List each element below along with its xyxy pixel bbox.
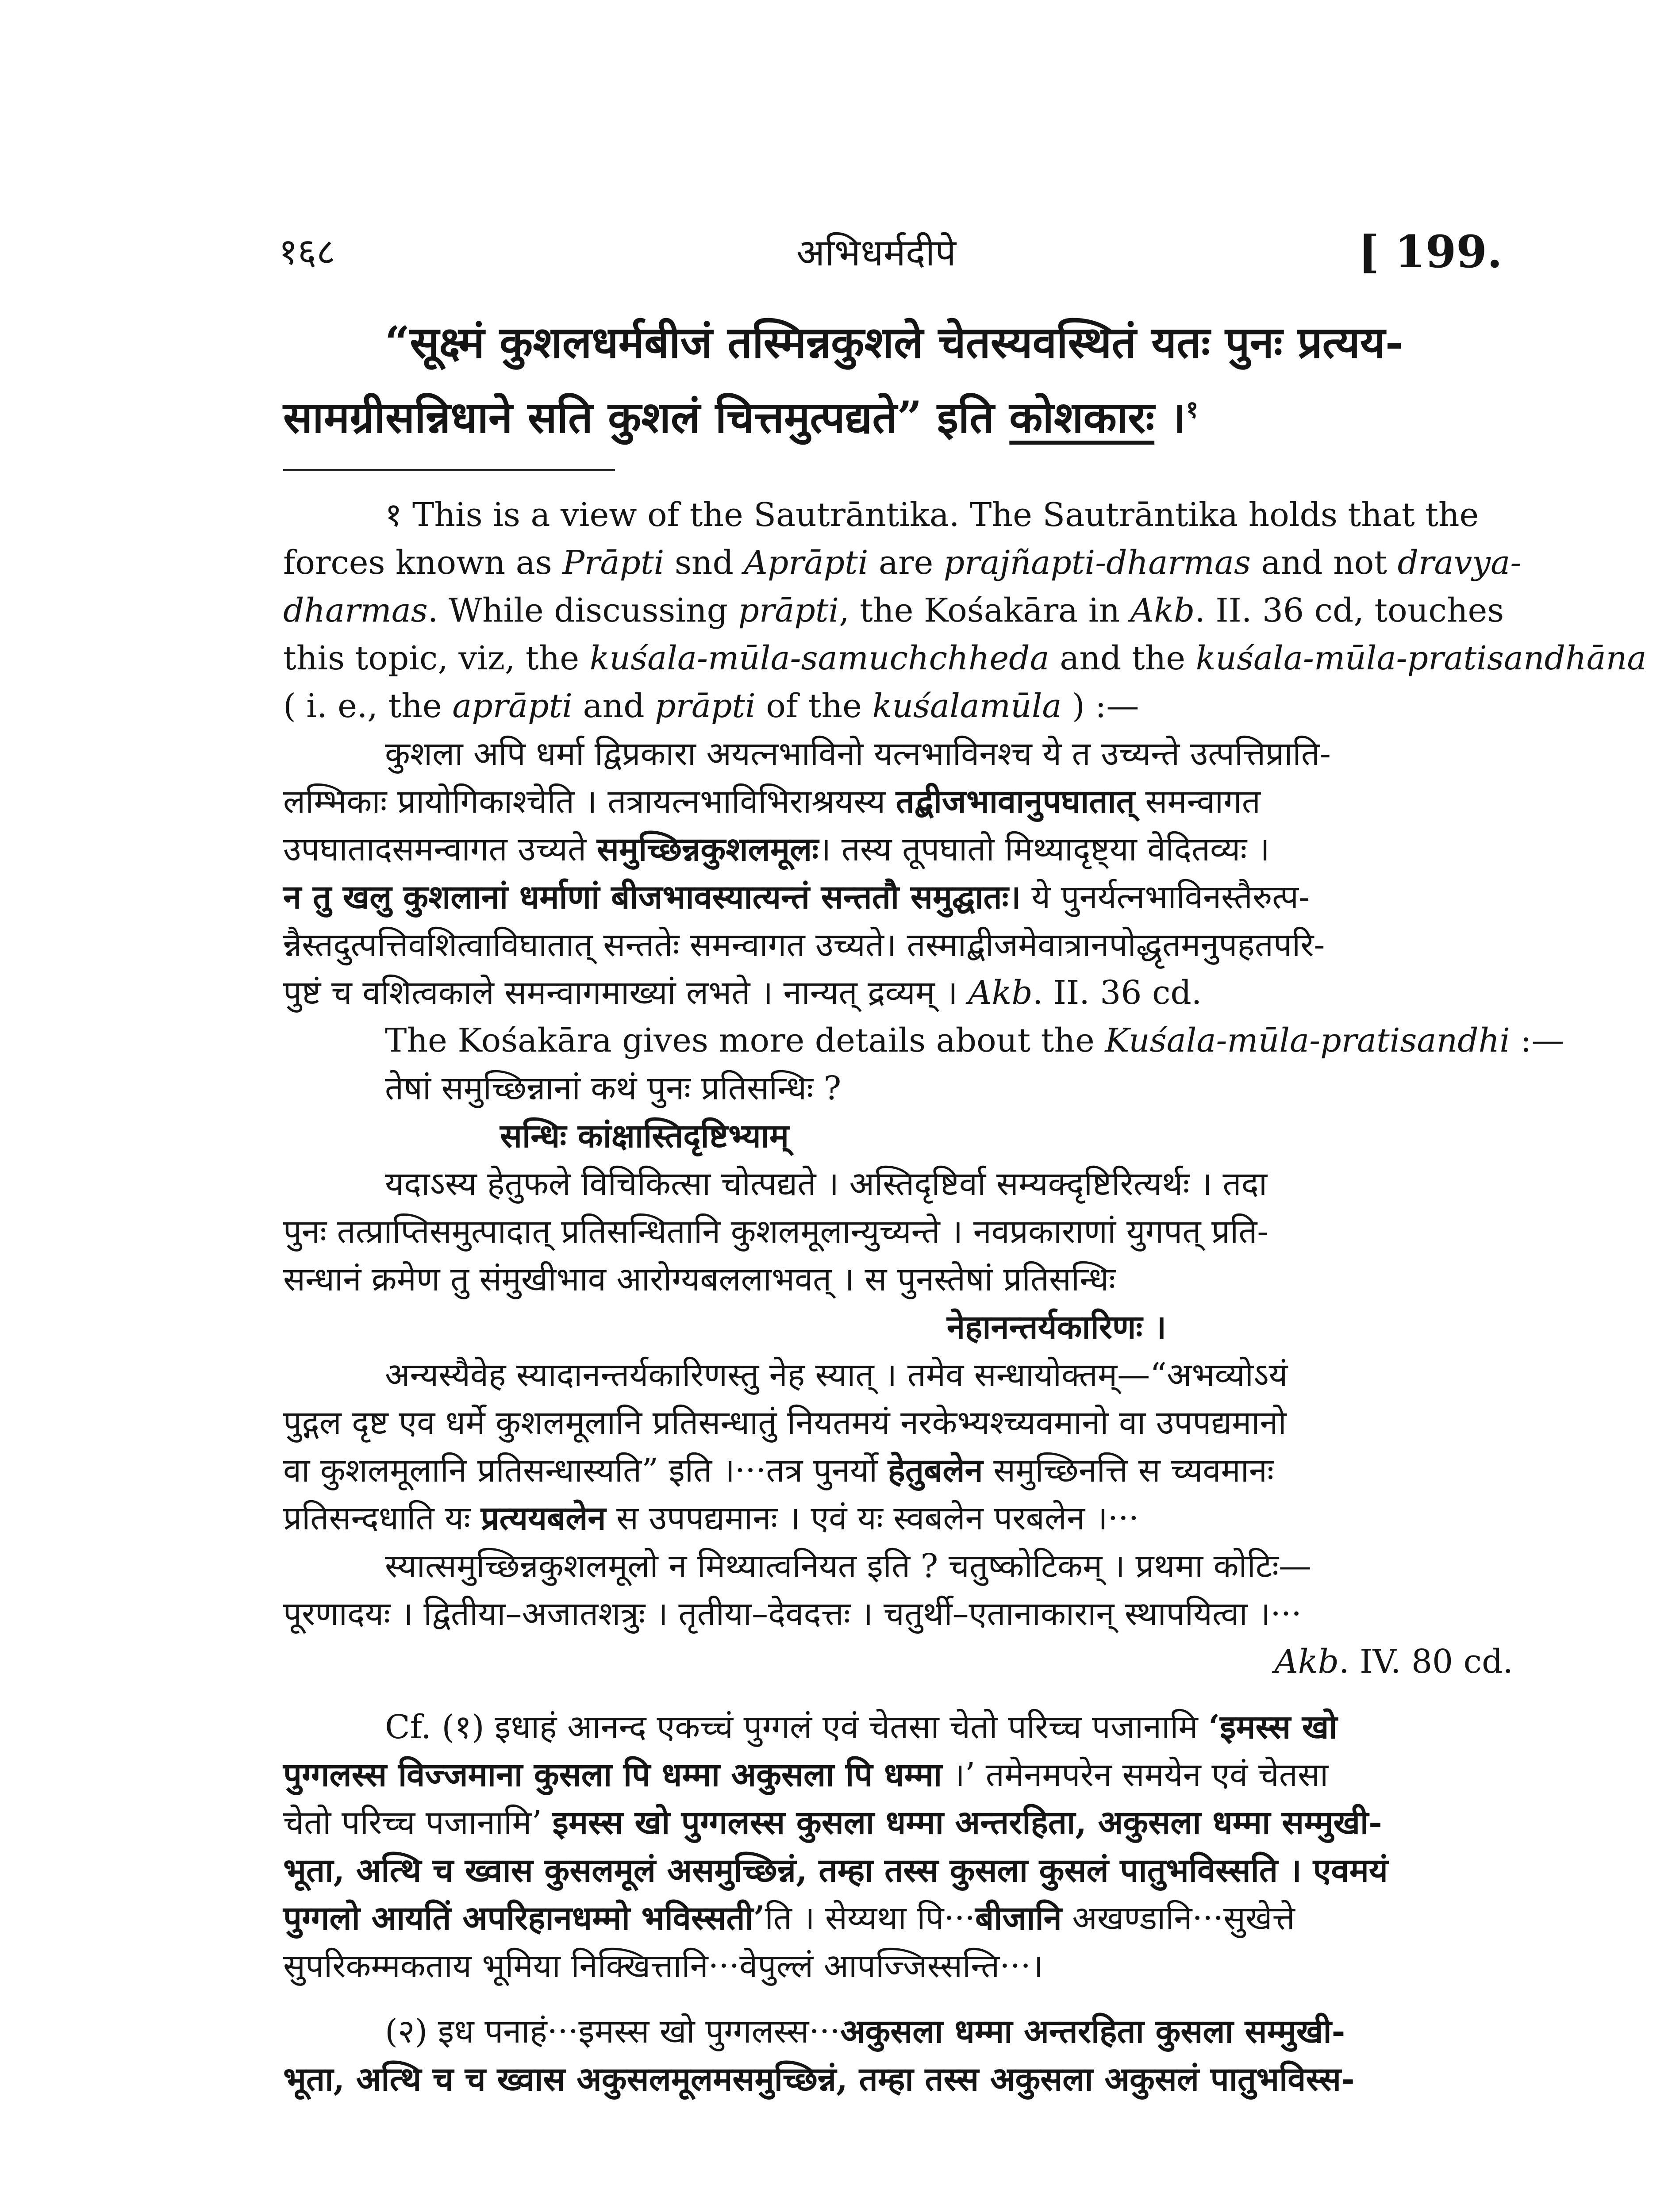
fn-line: यदाऽस्य हेतुफले विचिकित्सा चोत्पद्यते । अस्तिदृष्टिर्वा सम्यक्दृष्टिरित्यर्थः । तदा (385, 1165, 1267, 1203)
fn-line: सुपरिकम्मकताय भूमिया निक्खित्तानि···वेपुल्लं आपज्जिस्सन्ति···। (283, 1947, 1043, 1985)
verse-line-2-text: सामग्रीसन्निधाने सति कुशलं चित्तमुत्पद्यते” इति (283, 392, 1010, 443)
fn-term: Akb (968, 974, 1033, 1012)
fn-text: स उपपद्यमानः । एवं यः स्वबलेन परबलेन ।··· (606, 1499, 1139, 1537)
fn-term: Aprāpti (744, 544, 869, 582)
fn-text: । तस्य तूपघातो मिथ्यादृष्ट्या वेदितव्यः । (819, 830, 1270, 868)
fn-text: ये पुनर्यत्नभाविनस्तैरुत्प- (1021, 878, 1310, 916)
fn-text: (२) इध पनाहं···इमस्स खो पुग्गलस्स··· (385, 2012, 840, 2051)
fn-text: अखण्डानि···सुखेत्ते (1061, 1899, 1295, 1937)
fn-line (283, 778, 1513, 826)
fn-term: prajñapti-dharmas (943, 544, 1251, 582)
fn-term: Kuśala-mūla-pratisandhi (1105, 1022, 1510, 1060)
fn-term: kuśalamūla (872, 687, 1062, 725)
fn-text: and the (1049, 639, 1196, 677)
fn-text: and not (1250, 544, 1398, 582)
fn-line (283, 1447, 1513, 1494)
fn-line: तेषां समुच्छिन्नानां कथं पुनः प्रतिसन्धिः ? (385, 1069, 842, 1107)
fn-line: स्यात्समुच्छिन्नकुशलमूलो न मिथ्यात्वनियत इति ? चतुष्कोटिकम् । प्रथमा कोटिः— (385, 1547, 1312, 1585)
fn-line (283, 873, 1513, 921)
running-title: अभिधर्मदीपे (796, 231, 956, 274)
fn-text: ( i. e., the (283, 687, 453, 725)
footnote-rule (283, 469, 615, 471)
verse-line-1: “सूक्ष्मं कुशलधर्मबीजं तस्मिन्नकुशले चेतस्यवस्थितं यतः पुनः प्रत्यय- (385, 317, 1403, 368)
fn-text: snd (664, 544, 744, 582)
fn-line (283, 682, 1513, 730)
fn-bold: समुच्छिन्नकुशलमूलः (596, 830, 819, 868)
fn-term: prāpti (738, 591, 839, 630)
page-number-devanagari: १६८ (279, 231, 335, 273)
fn-line (283, 1799, 1513, 1847)
footnote (283, 491, 1647, 2103)
fn-line: सन्धानं क्रमेण तु संमुखीभाव आरोग्यबललाभवत् । स पुनस्तेषां प्रतिसन्धिः (283, 1260, 1116, 1298)
verse-danda: । (1169, 392, 1186, 443)
verse-line-2 (283, 376, 1513, 451)
fn-text: लम्भिकाः प्रायोगिकाश्चेति । तत्रायत्नभाविभिराश्रयस्य (283, 783, 896, 821)
fn-line: अन्यस्यैवेह स्यादानन्तर्यकारिणस्तु नेह स्यात् । तमेव सन्धायोक्तम्—“अभव्योऽयं (385, 1356, 1288, 1394)
fn-term: dravya- (1397, 544, 1522, 582)
fn-text: , the Kośakāra in (839, 591, 1130, 630)
fn-text: प्रतिसन्दधाति यः (283, 1499, 481, 1537)
fn-text: The Kośakāra gives more details about the (385, 1022, 1105, 1060)
fn-karika: सन्धिः कांक्षास्तिदृष्टिभ्याम् (500, 1117, 789, 1155)
fn-text: चेतो परिच्च पजानामि’ (283, 1804, 553, 1842)
fn-bold: प्रत्ययबलेन (480, 1499, 606, 1537)
fn-term: dharmas (283, 591, 428, 630)
fn-line: भूता, अत्थि च च ख्वास अकुसलमूलमसमुच्छिन्नं, तम्हा तस्स अकुसला अकुसलं पातुभविस्स- (283, 2060, 1355, 2098)
fn-line (283, 1751, 1513, 1799)
fn-bold: पुग्गलस्स विज्जमाना कुसला पि धम्मा अकुसला पि धम्मा (283, 1756, 942, 1794)
fn-text: वा कुशलमूलानि प्रतिसन्धास्यति” इति ।···तत्र पुनर्यो (283, 1452, 888, 1490)
fn-line: पुद्गल दृष्ट एव धर्मे कुशलमूलानि प्रतिसन्धातुं नियतमयं नरकेभ्यश्च्यवमानो वा उपपद्यमानो (283, 1404, 1287, 1442)
fn-line (283, 634, 1647, 682)
fn-term: Prāpti (562, 544, 665, 582)
fn-text: are (868, 544, 944, 582)
fn-line (283, 2008, 1513, 2055)
fn-text: . IV. 80 cd. (1339, 1643, 1513, 1681)
fn-text: of the (755, 687, 873, 725)
fn-bold: तद्बीजभावानुपघातात् (896, 783, 1135, 821)
fn-line (283, 539, 1522, 587)
fn-line: न्नैस्तदुत्पत्तिवशित्वाविघातात् सन्ततेः समन्वागत उच्यते। तस्माद्बीजमेवात्रानपोद्धृतमनुपहतपरि- (283, 926, 1325, 964)
fn-bold: बीजानि (975, 1899, 1062, 1937)
fn-reference (283, 1638, 1513, 1686)
fn-text: उपघातादसमन्वागत उच्यते (283, 830, 597, 868)
fn-term: Akb (1274, 1643, 1339, 1681)
fn-text: and (572, 687, 655, 725)
footnote-marker: १ (1186, 395, 1199, 423)
fn-line (283, 1017, 1564, 1064)
kosakara-term: कोशकारः (1009, 392, 1155, 443)
fn-karika: नेहानन्तर्यकारिणः । (947, 1308, 1167, 1346)
fn-text: . While discussing (427, 591, 738, 630)
fn-line (283, 826, 1513, 873)
fn-bold: इमस्स खो पुग्गलस्स कुसला धम्मा अन्तरहिता, अकुसला धम्मा सम्मुखी- (552, 1804, 1382, 1842)
fn-line: पूरणादयः । द्वितीया–अजातशत्रुः । तृतीया–देवदत्तः । चतुर्थी–एतानाकारान् स्थापयित्वा ।··· (283, 1595, 1302, 1633)
fn-line (283, 1894, 1513, 1942)
fn-line (283, 587, 1513, 634)
fn-text: . II. 36 cd. (1032, 974, 1202, 1012)
fn-line (283, 1703, 1513, 1751)
fn-term: Akb (1130, 591, 1195, 630)
fn-bold: न तु खलु कुशलानां धर्माणां बीजभावस्यात्यन्तं सन्ततौ समुद्घातः। (283, 878, 1021, 916)
fn-text: this topic, viz, the (283, 639, 590, 677)
fn-term: kuśala-mūla-pratisandhāna (1195, 639, 1647, 677)
fn-text: forces known as (283, 544, 563, 582)
fn-term: kuśala-mūla-samuchchheda (589, 639, 1049, 677)
fn-text: Cf. (१) इधाहं आनन्द एकच्चं पुग्गलं एवं चेतसा चेतो परिच्च पजानामि (385, 1708, 1209, 1746)
fn-term: aprāpti (452, 687, 573, 725)
fn-bold: ‘इमस्स खो (1208, 1708, 1338, 1746)
fn-line (283, 1494, 1513, 1542)
fn-line: कुशला अपि धर्मा द्विप्रकारा अयत्नभाविनो यत्नभाविनश्च ये त उच्यन्ते उत्पत्तिप्राति- (385, 735, 1331, 773)
fn-text: :— (1510, 1022, 1564, 1060)
fn-bold: अकुसला धम्मा अन्तरहिता कुसला सम्मुखी- (840, 2012, 1345, 2051)
fn-text: ।’ तमेनमपरेन समयेन एवं चेतसा (942, 1756, 1329, 1794)
fn-bold: हेतुबलेन (888, 1452, 983, 1490)
fn-text: पुष्टं च वशित्वकाले समन्वागमाख्यां लभते । नान्यत् द्रव्यम् । (283, 974, 969, 1012)
spacer (283, 1686, 1513, 1703)
spacer (283, 1990, 1513, 2008)
fn-line: १ This is a view of the Sautrāntika. The Sautrāntika holds that the (385, 496, 1479, 534)
fn-line (283, 969, 1513, 1017)
main-verse (283, 310, 1513, 451)
section-number: [ 199. (1358, 226, 1503, 278)
fn-text: . II. 36 cd, touches (1195, 591, 1504, 630)
fn-text: समन्वागत (1134, 783, 1261, 821)
page-header (0, 226, 1672, 283)
fn-bold: पुग्गलो आयतिं अपरिहानधम्मो भविस्सती’ (283, 1899, 765, 1937)
fn-text: ति । सेय्यथा पि··· (765, 1899, 975, 1937)
fn-line: पुनः तत्प्राप्तिसमुत्पादात् प्रतिसन्धितानि कुशलमूलान्युच्यन्ते । नवप्रकाराणां युगपत् प्रति- (283, 1213, 1268, 1251)
fn-line: भूता, अत्थि च ख्वास कुसलमूलं असमुच्छिन्नं, तम्हा तस्स कुसला कुसलं पातुभविस्सति । एवमयं (283, 1851, 1388, 1889)
fn-text: ) :— (1061, 687, 1139, 725)
fn-term: prāpti (655, 687, 756, 725)
fn-text: समुच्छिनत्ति स च्यवमानः (983, 1452, 1274, 1490)
